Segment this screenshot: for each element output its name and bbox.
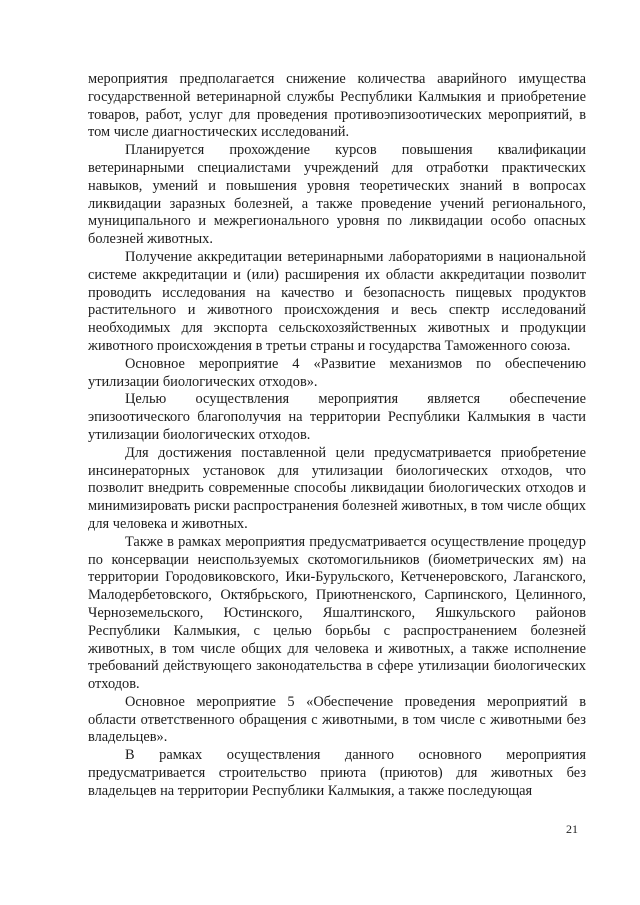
page-number: 21: [566, 822, 578, 836]
paragraph-shelter: В рамках осуществления данного основного мероприятия предусматривается строительство приюта (приютов) для животных без владельцев на территории Республики Калмыкия, а также последующая: [88, 747, 586, 799]
paragraph-continuation: мероприятия предполагается снижение количества аварийного имущества государственной ветеринарной службы Республики Калмыкия и приобретение товаров, работ, услуг для проведения противоэпизоотических мероприятий, в том числе диагностических исследований.: [88, 71, 586, 141]
document-page: [88, 71, 586, 801]
paragraph-conservation: Также в рамках мероприятия предусматривается осуществление процедур по консервации неиспользуемых скотомогильников (биометрических ям) на территории Городовиковского, Ики-Бурульского, Кетченеровского, Лаганского, Малодербетовского, Октябрьского, Приютненского, Сарпинского, Целинного, Черноземельского, Юстинского, Яшалтинского, Яшкульского районов Республики Калмыкия, с целью борьбы с распространением болезней животных, в том числе общих для человека и животных, а также исполнение требований действующего законодательства в сфере утилизации биологических отходов.: [88, 533, 586, 693]
paragraph-incinerators: Для достижения поставленной цели предусматривается приобретение инсинераторных установок для утилизации биологических отходов, что позволит внедрить современные способы ликвидации биологических отходов и минимизировать риски распространения болезней животных, в том числе общих для человека и животных.: [88, 444, 586, 532]
paragraph-main-activity-4: Основное мероприятие 4 «Развитие механизмов по обеспечению утилизации биологических отходов».: [88, 355, 586, 390]
paragraph-accreditation: Получение аккредитации ветеринарными лабораториями в национальной системе аккредитации и (или) расширения их области аккредитации позволит проводить исследования на качество и безопасность пищевых продуктов растительного и животного происхождения и весь спектр исследований необходимых для экспорта сельскохозяйственных животных и продукции животного происхождения в третьи страны и государства Таможенного союза.: [88, 248, 586, 354]
paragraph-goal: Целью осуществления мероприятия является обеспечение эпизоотического благополучия на территории Республики Калмыкия в части утилизации биологических отходов.: [88, 391, 586, 443]
paragraph-training: Планируется прохождение курсов повышения квалификации ветеринарными специалистами учреждений для отработки практических навыков, умений и повышения уровня теоретических знаний в вопросах ликвидации заразных болезней, а также проведение учений регионального, муниципального и межрегионального уровня по ликвидации особо опасных болезней животных.: [88, 142, 586, 248]
paragraph-main-activity-5: Основное мероприятие 5 «Обеспечение проведения мероприятий в области ответственного обращения с животными, в том числе с животными без владельцев».: [88, 693, 586, 746]
